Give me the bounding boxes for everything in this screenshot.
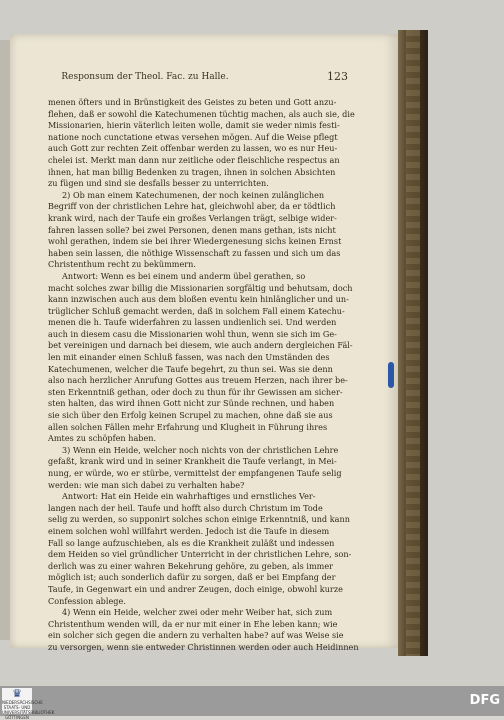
text-line: ihnen, hat man billig Bedenken zu tragen, ihnen in solchen Absichten [48,166,336,177]
text-line: haben sein lassen, die nöthige Wissenschaft zu fassen und sich um das [48,247,341,258]
text-line: sten halten, das wird ihnen Gott nicht zur Sünde rechnen, und haben [48,398,335,409]
text-line: menen die h. Taufe widerfahren zu lassen undienlich sei. Und werden [48,317,337,328]
text-line: werden: wie man sich dabei zu verhalten habe? [48,479,245,490]
text-line: Taufe, in Gegenwart ein und andrer Zeugen, doch einige, obwohl kurze [48,583,343,594]
text-line: natione noch cunctatione etwas versehen mögen. Auf die Weise pflegt [48,131,338,142]
text-line: Antwort: Wenn es bei einem und anderm übel gerathen, so [62,270,306,281]
text-line: Fall so lange aufzuschieben, als es die Krankheit zuläßt und indessen [48,537,335,548]
text-line: dem Heiden so viel gründlicher Unterricht in der christlichen Lehre, son- [48,549,352,560]
text-line: Amtes zu schöpfen haben. [48,433,157,444]
text-line: auch Gott zur rechten Zeit offenbar werden zu lassen, wo es nur Heu- [48,143,338,154]
text-line: Christenthum recht zu bekümmern. [48,259,196,270]
text-line: trüglicher Schluß gemacht werden, daß in solchem Fall einem Katechu- [48,305,345,316]
text-line: menen öfters und in Brünstigkeit des Geistes zu beten und Gott anzu- [48,97,337,107]
text-line: bet vereinigen und darnach bei diesem, wie auch andern dergleichen Fäl- [48,340,353,351]
text-line: Confession ablege. [48,595,126,606]
text-line: chelei ist. Merkt man dann nur zeitliche oder fleischliche respectus an [48,154,340,165]
text-line: gefaßt, krank wird und in seiner Krankheit die Taufe verlangt, in Mei- [48,456,337,467]
text-line: derlich was zu einer wahren Bekehrung gehöre, zu geben, als immer [48,560,334,571]
text-line: ein solcher sich gegen die andern zu verhalten habe? auf was Weise sie [48,630,344,641]
book-spine-texture [406,30,420,656]
page-number: 123 [327,70,348,83]
text-line: kann inzwischen auch aus dem bloßen eventu kein hinlänglicher und un- [48,294,349,305]
body-text [48,97,359,652]
text-line: auch in diesem casu die Missionarien wohl thun, wenn sie sich im Ge- [48,328,337,339]
text-line: Antwort: Hat ein Heide ein wahrhaftiges und ernstliches Ver- [62,491,316,502]
text-line: flehen, daß er sowohl die Katechumenen tüchtig machen, als auch sie, die [48,108,355,119]
bookmark-marker [388,362,394,388]
text-line: fahren lassen solle? bei zwei Personen, denen mans gethan, ists nicht [48,224,336,235]
text-line: macht solches zwar billig die Missionarien sorgfältig und behutsam, doch [48,282,353,293]
library-logo-text: NIEDERSÄCHSISCHE STAATS- UND UNIVERSITÄTSBIBLIOTHEK GÖTTINGEN [2,700,55,720]
text-line: wohl gerathen, indem sie bei ihrer Wiedergenesung sichs keinen Ernst [48,236,342,247]
text-line: krank wird, nach der Taufe ein großes Verlangen trägt, selbige wider- [48,212,337,223]
text-line: len mit einander einen Schluß fassen, was nach den Umständen des [48,352,330,363]
running-head: Responsum der Theol. Fac. zu Halle. [61,72,229,82]
text-line: Christenthum wenden will, da er nur mit einer in Ehe leben kann; wie [48,618,338,629]
text-line: zu versorgen, wenn sie entweder Christinnen werden oder auch Heidinnen [48,641,359,652]
text-line: 2) Ob man einem Katechumenen, der noch keinen zulänglichen [62,189,325,200]
library-seal-icon: ♛ [12,687,22,700]
footer-bar [0,686,504,716]
text-line: allen solchen Fällen mehr Erfahrung und Klugheit in Führung ihres [48,421,328,432]
text-line: also nach herzlicher Anrufung Gottes aus treuem Herzen, nach ihrer be- [48,375,348,386]
text-line: 4) Wenn ein Heide, welcher zwei oder mehr Weiber hat, sich zum [62,607,333,618]
text-line: Katechumenen, welcher die Taufe begehrt, zu thun sei. Was sie denn [48,363,333,374]
text-line: einem solchen wohl willfahrt werden. Jedoch ist die Taufe in diesem [48,525,330,536]
text-line: 3) Wenn ein Heide, welcher noch nichts von der christlichen Lehre [62,444,339,455]
dfg-logo: DFG [469,693,500,708]
text-line: selig zu werden, so supponirt solches schon einige Erkenntniß, und kann [48,514,350,525]
text-line: Missionarien, hierin väterlich leiten wolle, damit sie weder nimis festi- [48,120,340,131]
text-line: zu fügen und sind sie desfalls besser zu unterrichten. [48,178,269,189]
text-line: langen nach der heil. Taufe und hofft also durch Christum im Tode [48,502,323,513]
text-line: sie sich über den Erfolg keinen Scrupel zu machen, ohne daß sie aus [48,410,333,421]
library-logo [2,687,55,720]
text-line: Begriff von der christlichen Lehre hat, gleichwohl aber, da er tödtlich [48,201,336,212]
text-line: nung, er würde, wo er stürbe, vermittelst der empfangenen Taufe selig [48,468,342,478]
text-line: sten Erkenntniß gethan, oder doch zu thun für ihr Gewissen am sicher- [48,386,343,397]
text-line: möglich ist; auch sonderlich dafür zu sorgen, daß er bei Empfang der [48,572,336,583]
